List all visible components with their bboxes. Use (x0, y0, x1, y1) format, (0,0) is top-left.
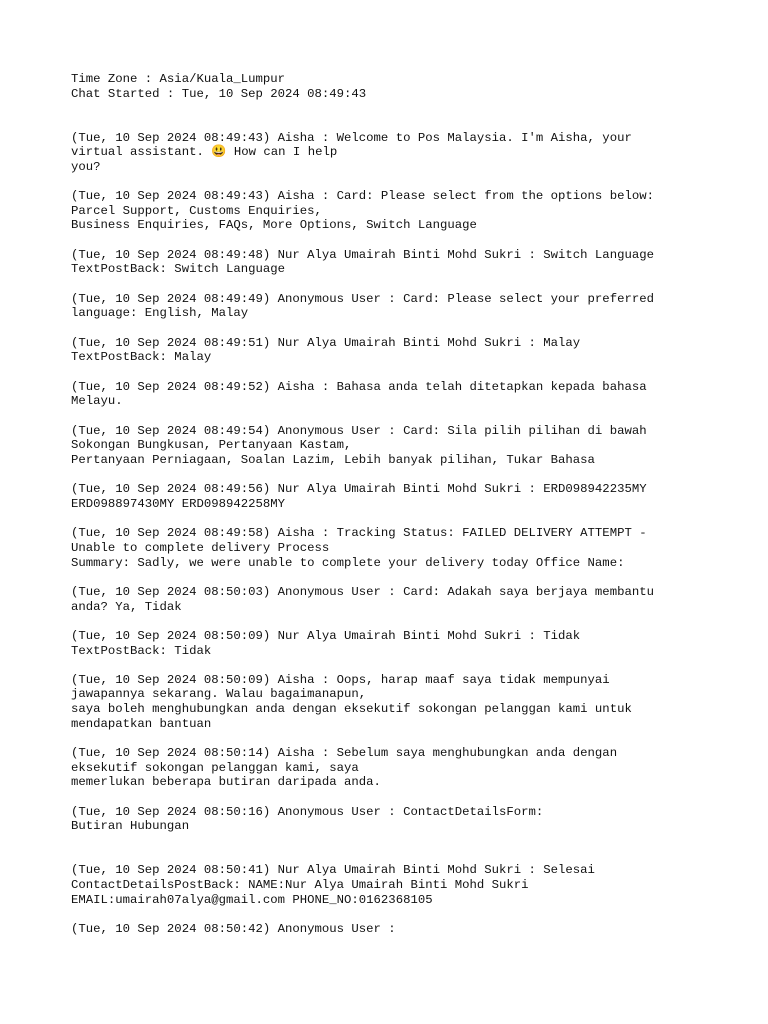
chat-message-line: saya boleh menghubungkan anda dengan eksekutif sokongan pelanggan kami untuk (71, 702, 632, 717)
chat-message (71, 863, 761, 907)
chat-message (71, 482, 761, 511)
chat-message-line: virtual assistant. 😃 How can I help (71, 145, 338, 160)
chat-message-line: EMAIL:umairah07alya@gmail.com PHONE_NO:0162368105 (71, 892, 433, 907)
chat-message (71, 526, 761, 570)
chat-message-line: (Tue, 10 Sep 2024 08:50:09) Nur Alya Umairah Binti Mohd Sukri : Tidak (71, 628, 581, 643)
chat-message-line: Butiran Hubungan (71, 819, 190, 834)
chat-message-line: Sokongan Bungkusan, Pertanyaan Kastam, (71, 438, 352, 453)
chat-message-line: ERD098897430MY ERD098942258MY (71, 496, 286, 511)
chat-message-line: (Tue, 10 Sep 2024 08:49:52) Aisha : Bahasa anda telah ditetapkan kepada bahasa (71, 379, 647, 394)
chat-message-line: ContactDetailsPostBack: NAME:Nur Alya Umairah Binti Mohd Sukri (71, 877, 529, 892)
chat-message-line: (Tue, 10 Sep 2024 08:49:58) Aisha : Tracking Status: FAILED DELIVERY ATTEMPT - (71, 526, 647, 541)
chat-message-line: Unable to complete delivery Process (71, 540, 330, 555)
chat-message-line: you? (71, 159, 101, 174)
chat-message-line: (Tue, 10 Sep 2024 08:50:42) Anonymous User : (71, 921, 396, 936)
chat-message (71, 189, 761, 233)
chat-message (71, 746, 761, 790)
chat-message-line: (Tue, 10 Sep 2024 08:50:03) Anonymous User : Card: Adakah saya berjaya membantu (71, 584, 654, 599)
chat-message-line: anda? Ya, Tidak (71, 599, 182, 614)
chat-message-line: (Tue, 10 Sep 2024 08:50:41) Nur Alya Umairah Binti Mohd Sukri : Selesai (71, 863, 595, 878)
chat-message (71, 805, 761, 834)
chat-message (71, 585, 761, 614)
chat-message-line: jawapannya sekarang. Walau bagaimanapun, (71, 687, 367, 702)
chat-message-line: (Tue, 10 Sep 2024 08:49:43) Aisha : Card: Please select from the options below: (71, 189, 654, 204)
chat-message-line: memerlukan beberapa butiran daripada anda. (71, 775, 381, 790)
chat-message-line: (Tue, 10 Sep 2024 08:49:49) Anonymous User : Card: Please select your preferred (71, 291, 654, 306)
chat-message-line: (Tue, 10 Sep 2024 08:50:09) Aisha : Oops, harap maaf saya tidak mempunyai (71, 672, 610, 687)
chat-message-line: eksekutif sokongan pelanggan kami, saya (71, 760, 359, 775)
chat-message (71, 336, 761, 365)
chat-message-line: TextPostBack: Switch Language (71, 262, 286, 277)
chat-message-line: (Tue, 10 Sep 2024 08:49:43) Aisha : Welcome to Pos Malaysia. I'm Aisha, your (71, 130, 632, 145)
chat-message-line: (Tue, 10 Sep 2024 08:50:14) Aisha : Sebelum saya menghubungkan anda dengan (71, 746, 618, 761)
transcript-header (71, 72, 761, 101)
time-zone-line: Time Zone : Asia/Kuala_Lumpur (71, 72, 286, 86)
chat-message (71, 922, 761, 937)
chat-started-line: Chat Started : Tue, 10 Sep 2024 08:49:43 (71, 86, 367, 101)
chat-message-line: TextPostBack: Malay (71, 350, 212, 365)
chat-message-line: Summary: Sadly, we were unable to complete your delivery today Office Name: (71, 555, 625, 570)
chat-message-line: (Tue, 10 Sep 2024 08:50:16) Anonymous User : ContactDetailsForm: (71, 804, 544, 819)
chat-message-line: TextPostBack: Tidak (71, 643, 212, 658)
chat-message-line: Pertanyaan Perniagaan, Soalan Lazim, Lebih banyak pilihan, Tukar Bahasa (71, 452, 595, 467)
chat-message-line: mendapatkan bantuan (71, 716, 212, 731)
chat-message (71, 248, 761, 277)
message-list (71, 131, 761, 937)
chat-transcript-page (71, 72, 761, 951)
chat-message (71, 424, 761, 468)
chat-message-line: (Tue, 10 Sep 2024 08:49:48) Nur Alya Umairah Binti Mohd Sukri : Switch Language (71, 247, 654, 262)
chat-message-line: (Tue, 10 Sep 2024 08:49:56) Nur Alya Umairah Binti Mohd Sukri : ERD098942235MY (71, 482, 647, 497)
chat-message (71, 629, 761, 658)
chat-message (71, 380, 761, 409)
chat-message (71, 292, 761, 321)
chat-message (71, 131, 761, 175)
chat-message-line: Parcel Support, Customs Enquiries, (71, 203, 322, 218)
chat-message-line: (Tue, 10 Sep 2024 08:49:54) Anonymous User : Card: Sila pilih pilihan di bawah (71, 423, 647, 438)
chat-message (71, 673, 761, 731)
chat-message-line: Business Enquiries, FAQs, More Options, Switch Language (71, 218, 477, 233)
chat-message-line: (Tue, 10 Sep 2024 08:49:51) Nur Alya Umairah Binti Mohd Sukri : Malay (71, 335, 581, 350)
chat-message-line: Melayu. (71, 394, 123, 409)
chat-message-line: language: English, Malay (71, 306, 249, 321)
